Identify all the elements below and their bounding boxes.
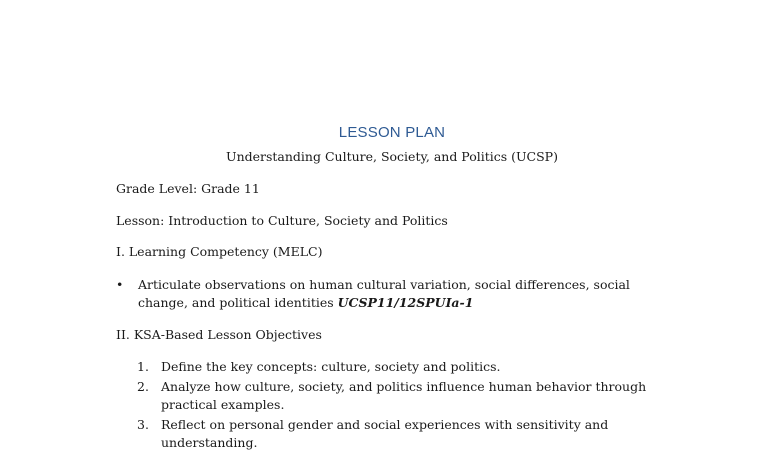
section-learning-competency: I. Learning Competency (MELC) <box>116 244 323 259</box>
objective-number: 2. <box>137 379 149 394</box>
competency-description: Articulate observations on human cultural variation, social differences, social change, and political identities <box>138 277 630 310</box>
bullet-marker: • <box>116 277 124 292</box>
document-title: LESSON PLAN <box>338 124 446 141</box>
section-objectives: II. KSA-Based Lesson Objectives <box>116 327 322 342</box>
objective-number: 1. <box>137 359 149 374</box>
objective-text: Reflect on personal gender and social experiences with sensitivity and understanding. <box>161 417 609 450</box>
list-item <box>137 358 657 376</box>
objectives-list <box>137 358 657 454</box>
lesson-line: Lesson: Introduction to Culture, Society and Politics <box>116 213 448 228</box>
competency-code: UCSP11/12SPUIa-1 <box>337 295 474 310</box>
document-subtitle: Understanding Culture, Society, and Politics (UCSP) <box>226 149 558 164</box>
grade-level-line: Grade Level: Grade 11 <box>116 181 260 196</box>
objective-text: Analyze how culture, society, and politics influence human behavior through practical examples. <box>161 379 647 412</box>
list-item <box>137 378 657 414</box>
objective-text: Define the key concepts: culture, society and politics. <box>161 359 501 374</box>
competency-text <box>138 276 668 312</box>
list-item <box>137 416 657 452</box>
objective-number: 3. <box>137 417 149 432</box>
